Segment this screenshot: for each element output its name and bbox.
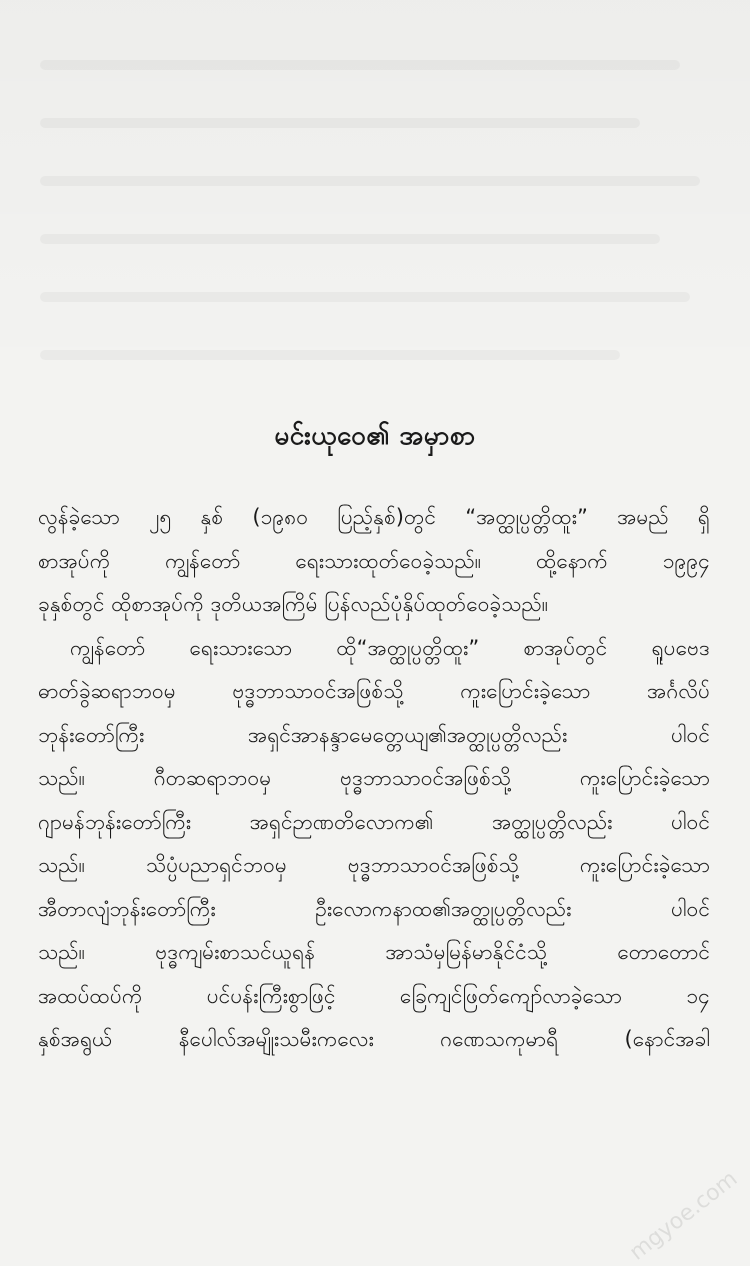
text-line: အထပ်ထပ်ကို ပင်ပန်းကြီးစွာဖြင့် ခြေကျင်ဖြတ်ကျော်လာခဲ့သော ၁၄: [38, 983, 710, 1008]
bleed-through-line: [40, 176, 700, 186]
text-line: သည်။ ဗုဒ္ဓကျမ်းစာသင်ယူရန် အာသံမှမြန်မာနိုင်ငံသို့ တောတောင်: [38, 940, 710, 964]
body-text: [38, 496, 710, 1062]
text-line: အီတာလျံဘုန်းတော်ကြီး ဦးလောကနာထ၏အတ္ထုပ္ပတ္တိလည်း ပါဝင်: [38, 896, 710, 921]
text-line: ခုနှစ်တွင် ထိုစာအုပ်ကို ဒုတိယအကြိမ် ပြန်လည်ပုံနှိပ်ထုတ်ဝေခဲ့သည်။: [38, 592, 549, 616]
text-line: ကျွန်တော် ရေးသားသော ထို“အတ္ထုပ္ပတ္တိထူး” စာအုပ်တွင် ရူပဗေဒ: [70, 635, 710, 660]
text-line: ဂျာမန်ဘုန်းတော်ကြီး အရှင်ဉာဏတိလောက၏ အတ္ထုပ္ပတ္တိလည်း ပါဝင်: [38, 809, 710, 834]
chapter-title: မင်းယုဝေ၏ အမှာစာ: [274, 421, 476, 451]
text-line: လွန်ခဲ့သော ၂၅ နှစ် (၁၉၈၀ ပြည့်နှစ်)တွင် “အတ္ထုပ္ပတ္တိထူး” အမည် ရှိ: [38, 505, 710, 529]
text-line: ဘုန်းတော်ကြီး အရှင်အာနန္ဒာမေတ္တေယျ၏အတ္ထုပ္ပတ္တိလည်း ပါဝင်: [38, 722, 710, 747]
text-line: ဓာတ်ခွဲဆရာဘဝမှ ဗုဒ္ဓဘာသာဝင်အဖြစ်သို့ ကူးပြောင်းခဲ့သော အင်္ဂလိပ်: [38, 679, 710, 703]
bleed-through-line: [40, 234, 660, 244]
bleed-through-line: [40, 292, 690, 302]
bleed-through-line: [40, 350, 620, 360]
bleed-through-line: [40, 118, 640, 128]
text-line: စာအုပ်ကို ကျွန်တော် ရေးသားထုတ်ဝေခဲ့သည်။ ထို့နောက် ၁၉၉၄: [38, 548, 710, 573]
paragraph-2: [38, 627, 710, 1062]
bleed-through-line: [40, 60, 680, 70]
text-line: သည်။ သိပ္ပံပညာရှင်ဘဝမှ ဗုဒ္ဓဘာသာဝင်အဖြစ်သို့ ကူးပြောင်းခဲ့သော: [38, 853, 710, 877]
text-line: သည်။ ဂီတဆရာဘဝမှ ဗုဒ္ဓဘာသာဝင်အဖြစ်သို့ ကူးပြောင်းခဲ့သော: [38, 766, 710, 790]
text-line: နှစ်အရွယ် နီပေါလ်အမျိုးသမီးကလေး ဂဏေသကုမာရီ (နောင်အခါ: [38, 1027, 710, 1051]
paragraph-1: [38, 496, 710, 627]
watermark: mgyoe.com: [624, 1166, 742, 1266]
